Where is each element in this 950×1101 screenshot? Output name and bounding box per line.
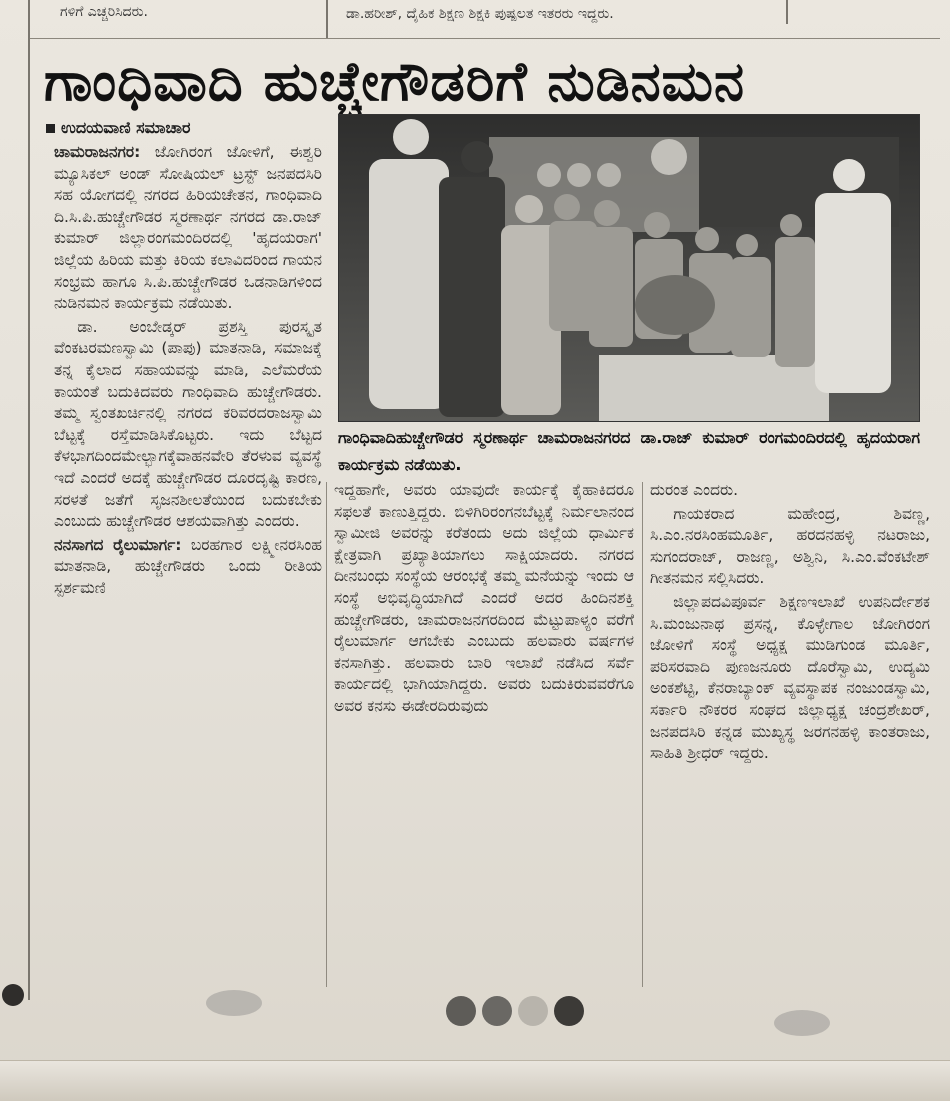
col3-paragraph-2: ಗಾಯಕರಾದ ಮಹೇಂದ್ರ, ಶಿವಣ್ಣ, ಸಿ.ಎಂ.ನರಸಿಂಹಮೂರ್ತಿ, ಹರದನಹಳ್ಳಿ ನಟರಾಜು, ಸುಗಂದರಾಜ್, ರಾಜಣ್ಣ, ಅಶ್ವಿನಿ, ಸಿ.ಎಂ.ವೆಂಕಟೇಶ್ ಗೀತನಮನ ಸಲ್ಲಿಸಿದರು. (650, 504, 930, 588)
dot-3 (518, 996, 548, 1026)
subheading: ನನಸಾಗದ ರೈಲುಮಾರ್ಗ: (54, 535, 182, 554)
column-rule-1 (326, 482, 327, 987)
article-column-1 (54, 142, 322, 992)
byline-text: ಉದಯವಾಣಿ ಸಮಾಚಾರ (61, 118, 191, 137)
bullet-square-icon (46, 124, 55, 133)
paper-bottom-edge (0, 1060, 950, 1101)
col1-paragraph-2: ಡಾ. ಅಂಬೇಡ್ಕರ್ ಪ್ರಶಸ್ತಿ ಪುರಸ್ಕೃತ ವೆಂಕಟರಮಣಸ್ವಾಮಿ (ಪಾಪು) ಮಾತನಾಡಿ, ಸಮಾಜಕ್ಕೆ ತನ್ನ ಕೈಲಾದ ಸಹಾಯವನ್ನು ಮಾಡಿ, ಎಲೆಮರೆಯ ಕಾಯಂತೆ ಬದುಕಿದವರು ಗಾಂಧಿವಾದಿ ಹುಚ್ಚೇಗೌಡರು. ತಮ್ಮ ಸ್ವಂತಖರ್ಚಿನಲ್ಲಿ ನಗರದ ಕರಿವರದರಾಜಸ್ವಾಮಿ ಬೆಟ್ಟಕ್ಕೆ ರಸ್ತೆಮಾಡಿಸಿಕೊಟ್ಟರು. ಇದು ಬೆಟ್ಟದ ಕೆಳಭಾಗದಿಂದಮೇಲ್ಭಾಗಕ್ಕೆವಾಹನವೇರಿ ತೆರಳುವ ವ್ಯವಸ್ಥೆ ಇದೆ ಎಂದರೆ ಅದಕ್ಕೆ ಹುಚ್ಚೇಗೌಡರ ದೂರದೃಷ್ಟಿ ಕಾರಣ, ಸರಳತೆ ಜತೆಗೆ ಸೃಜನಶೀಲತೆಯಿಂದ ಬದುಕಬೇಕು ಎಂಬುದು ಹುಚ್ಚೇಗೌಡರ ಆಶಯವಾಗಿತ್ತು ಎಂದರು. (54, 317, 322, 531)
event-photo (338, 114, 920, 422)
photo-caption: ಗಾಂಧಿವಾದಿಹುಚ್ಚೇಗೌಡರ ಸ್ಮರಣಾರ್ಥ ಚಾಮರಾಜನಗರದ ಡಾ.ರಾಜ್ ಕುಮಾರ್ ರಂಗಮಂದಿರದಲ್ಲಿ ಹೃದಯರಾಗ ಕಾರ್ಯಕ್ರಮ ನಡೆಯಿತು. (338, 428, 920, 474)
top-strip-middle (346, 6, 776, 40)
col1-paragraph-3 (54, 535, 322, 600)
top-strip-left (60, 4, 310, 38)
dateline: ಚಾಮರಾಜನಗರ: (54, 143, 141, 161)
col3-paragraph-1: ದುರಂತ ಎಂದರು. (650, 481, 739, 499)
col2-paragraph-1: ಇದ್ದಹಾಗೇ, ಅವರು ಯಾವುದೇ ಕಾರ್ಯಕ್ಕೆ ಕೈಹಾಕಿದರೂ ಸಫಲತೆ ಕಾಣುತ್ತಿದ್ದರು. ಬಿಳಿಗಿರಿರಂಗನಬೆಟ್ಟಕ್ಕೆ ನಿರ್ಮಲಾನಂದ ಸ್ವಾಮೀಜಿ ಅವರನ್ನು ಕರೆತಂದು ಅದು ಜಿಲ್ಲೆಯ ಧಾರ್ಮಿಕ ಕ್ಷೇತ್ರವಾಗಿ ಪ್ರಖ್ಯಾತಿಯಾಗಲು ಸಾಕ್ಷಿಯಾದರು. ನಗರದ ದೀನಬಂಧು ಸಂಸ್ಥೆಯ ಆರಂಭಕ್ಕೆ ತಮ್ಮ ಮನೆಯನ್ನು ಇಂದು ಆ ಸಂಸ್ಥೆ ಅಭಿವೃದ್ಧಿಯಾಗಿದೆ ಎಂದರೆ ಅದರ ಹಿಂದಿನಶಕ್ತಿ ಹುಚ್ಚೇಗೌಡರು, ಚಾಮರಾಜನಗರದಿಂದ ಮೆಟ್ಟುಪಾಳ್ಯಂ ವರೆಗೆ ರೈಲುಮಾರ್ಗ ಆಗಬೇಕು ಎಂಬುದು ಹಲವಾರು ವರ್ಷಗಳ ಕನಸಾಗಿತ್ತು. ಹಲವಾರು ಬಾರಿ ಇಲಾಖೆ ನಡೆಸಿದ ಸರ್ವೆ ಕಾರ್ಯದಲ್ಲಿ ಭಾಗಿಯಾಗಿದ್ದರು. ಅವರು ಬದುಕಿರುವವರೆಗೂ ಅವರ ಕನಸು ಈಡೇರದಿರುವುದು (334, 481, 634, 715)
smudge-right (774, 1010, 830, 1036)
header-rule (30, 38, 940, 39)
left-hole-mark (2, 984, 24, 1006)
top-strip-middle-text: ಡಾ.ಹರೀಶ್, ದೈಹಿಕ ಶಿಕ್ಷಣ ಶಿಕ್ಷಕಿ ಪುಷ್ಪಲತ ಇತರರು ಇದ್ದರು. (346, 6, 614, 22)
top-column-rule-right (786, 0, 788, 24)
article-column-3 (650, 480, 930, 1000)
top-column-rule-left (326, 0, 328, 38)
byline (46, 118, 191, 138)
smudge-left (206, 990, 262, 1016)
col1-p3-text: ಬರಹಗಾರ ಲಕ್ಷ್ಮೀನರಸಿಂಹ ಮಾತನಾಡಿ, ಹುಚ್ಚೇಗೌಡರು ಒಂದು ರೀತಿಯ ಸ್ಪರ್ಶಮಣಿ (54, 535, 322, 597)
col1-p1-text: ಜೋಗಿರಂಗ ಜೋಳಿಗೆ, ಈಶ್ವರಿ ಮ್ಯೂಸಿಕಲ್ ಅಂಡ್ ಸೋಷಿಯಲ್ ಟ್ರಸ್ಟ್ ಜನಪದಸಿರಿ ಸಹ ಯೋಗದಲ್ಲಿ ನಗರದ ಹಿರಿಯಚೇತನ, ಗಾಂಧಿವಾದಿ ದಿ.ಸಿ.ಪಿ.ಹುಚ್ಚೇಗೌಡರ ಸ್ಮರಣಾರ್ಥ ನಗರದ ಡಾ.ರಾಜ್ ಕುಮಾರ್ ಜಿಲ್ಲಾರಂಗಮಂದಿರದಲ್ಲಿ 'ಹೃದಯರಾಗ' ಜಿಲ್ಲೆಯ ಹಿರಿಯ ಮತ್ತು ಕಿರಿಯ ಕಲಾವಿದರಿಂದ ಗಾಯನ ಸಂಭ್ರಮ ಹಾಗೂ ಸಿ.ಪಿ.ಹುಚ್ಚೇಗೌಡರ ಒಡನಾಡಿಗಳಿಂದ ನುಡಿನಮನ ಕಾರ್ಯಕ್ರಮ ನಡೆಯಿತು. (54, 143, 322, 313)
top-strip-left-text: ಗಳಿಗೆ ಎಚ್ಚರಿಸಿದರು. (60, 4, 148, 20)
headline: ಗಾಂಧಿವಾದಿ ಹುಚ್ಚೇಗೌಡರಿಗೆ ನುಡಿನಮನ (44, 50, 746, 113)
article-column-2 (334, 480, 634, 990)
stage-photo-illustration (339, 115, 919, 421)
dot-4 (554, 996, 584, 1026)
dot-1 (446, 996, 476, 1026)
dot-2 (482, 996, 512, 1026)
column-rule-2 (642, 482, 643, 987)
col3-paragraph-3: ಜಿಲ್ಲಾಪದವಿಪೂರ್ವ ಶಿಕ್ಷಣಇಲಾಖೆ ಉಪನಿರ್ದೇಶಕ ಸಿ.ಮಂಜುನಾಥ ಪ್ರಸನ್ನ, ಕೊಳ್ಳೇಗಾಲ ಜೋಗಿರಂಗ ಜೋಳಿಗೆ ಸಂಸ್ಥೆ ಅಧ್ಯಕ್ಷ ಮುಡಿಗುಂಡ ಮೂರ್ತಿ, ಪರಿಸರವಾದಿ ಪುಣಜನೂರು ದೊರೆಸ್ವಾಮಿ, ಉದ್ಯಮಿ ಅಂಕಶೆಟ್ಟಿ, ಕೆನರಾಬ್ಯಾಂಕ್ ವ್ಯವಸ್ಥಾಪಕ ನಂಜುಂಡಸ್ವಾಮಿ, ಸರ್ಕಾರಿ ನೌಕರರ ಸಂಘದ ಜಿಲ್ಲಾಧ್ಯಕ್ಷ ಚಂದ್ರಶೇಖರ್, ಜನಪದಸಿರಿ ಕನ್ನಡ ಮುಖ್ಯಸ್ಥ ಜರಗನಹಳ್ಳಿ ಕಾಂತರಾಜು, ಸಾಹಿತಿ ಶ್ರೀಧರ್ ಇದ್ದರು. (650, 592, 930, 763)
left-edge-rule (28, 0, 30, 1000)
col1-paragraph-1 (54, 142, 322, 315)
